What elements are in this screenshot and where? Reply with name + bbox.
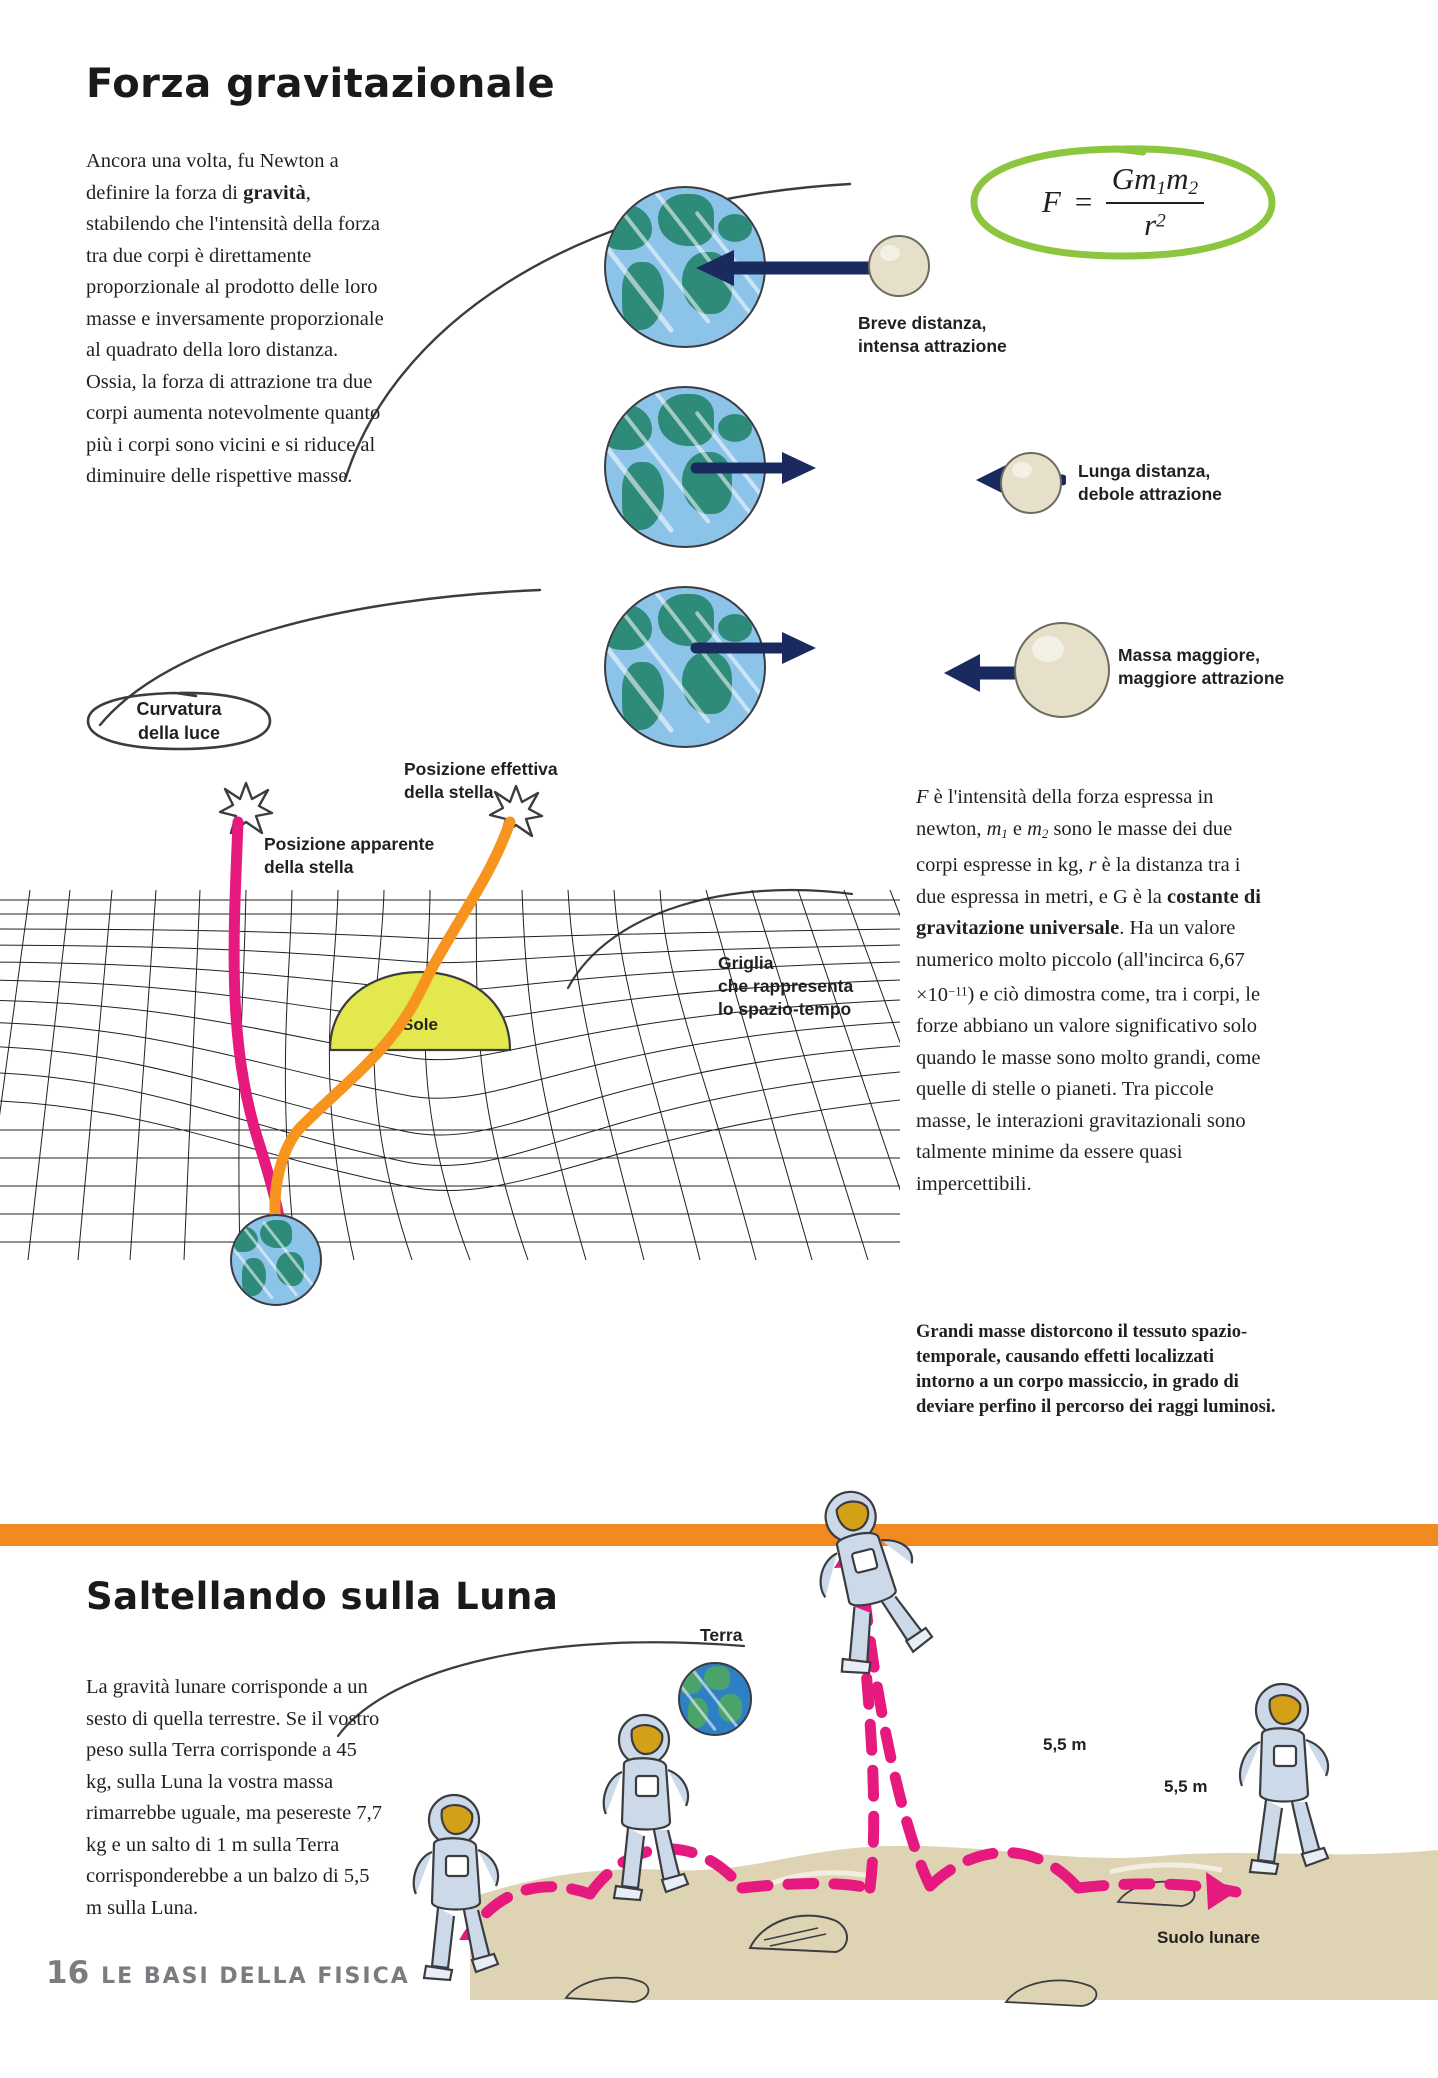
label-greater-mass-line2: maggiore attrazione <box>1118 668 1285 688</box>
actual-light-ray <box>275 822 510 1224</box>
page-number: 16 <box>46 1955 90 1991</box>
book-title: LE BASI DELLA FISICA <box>101 1964 410 1989</box>
moon-body-3 <box>1014 622 1110 718</box>
highlight-paragraph: Grandi masse distorcono il tessuto spazio-temporale, causando effetti localizzati intorno a un corpo massiccio, in grado di deviare perfino il percorso dei raggi luminosi. <box>916 1322 1276 1417</box>
label-greater-mass-line1: Massa maggiore, <box>1118 645 1260 665</box>
lunar-rock-3 <box>560 1968 660 2008</box>
intro-paragraph-part2: , stabilendo che l'intensità della forza tra due corpi è direttamente proporzionale al prodotto delle loro masse e inversamente proporzionale al quadrato della loro distanza. Ossia, la forza di attrazione tra due corpi aumenta notevolmente quanto più i corpi sono vicini e si riduce al diminuire delle rispettive masse. <box>86 181 384 487</box>
intro-bold-word: gravità <box>243 181 306 204</box>
right-column-paragraph: F è l'intensità della forza espressa in newton, $m_1$ e $m_2$ sono le masse dei due corpi espresse in kg, r è la distanza tra i due espressa in metri, e G è la costante di gravitazione universale. Ha un valore numerico molto piccolo (all'incirca $6,67 \times 10^{-11}$) e ciò dimostra come, tra i corpi, le forze abbiano un valore significativo solo quando le masse sono molto grandi, come quelle di stelle o pianeti. Tra piccole masse, le interazioni gravitazionali sono talmente minime da essere quasi impercettibili. <box>916 786 1261 1195</box>
moon-body-2 <box>1000 452 1062 514</box>
formula-equals: = <box>1072 184 1094 219</box>
astronaut-3-midair <box>800 1478 940 1678</box>
formula-denominator: $r^2$ <box>1106 202 1204 243</box>
label-lunar-ground: Suolo lunare <box>1157 1928 1260 1947</box>
label-earth: Terra <box>700 1625 743 1645</box>
label-grid-line2: che rappresenta <box>718 976 854 996</box>
attraction-arrow-1 <box>690 245 890 291</box>
apparent-light-ray <box>234 822 280 1224</box>
label-apparent-star-line1: Posizione apparente <box>264 834 435 854</box>
label-long-distance-line1: Lunga distanza, <box>1078 461 1211 481</box>
light-rays <box>160 810 640 1250</box>
label-greater-mass <box>1118 644 1368 690</box>
attraction-arrow-2a <box>690 448 820 488</box>
right-column-bold: costante di gravitazione universale <box>916 885 1261 940</box>
formula-callout <box>968 143 1278 261</box>
lunar-rock-4 <box>1000 1970 1110 2012</box>
astronaut-1 <box>398 1790 518 1990</box>
label-grid <box>718 952 918 1021</box>
curvatura-text <box>84 690 274 752</box>
label-jump-distance-2: 5,5 m <box>1164 1777 1208 1796</box>
footer <box>46 1955 410 1991</box>
label-grid-line1: Griglia <box>718 953 774 973</box>
sun-label: Sole <box>402 1015 438 1034</box>
moon-section-title: Saltellando sulla Luna <box>86 1575 559 1618</box>
intro-paragraph-part1: Ancora una volta, fu Newton a definire la forza di <box>86 150 339 204</box>
label-long-distance <box>1078 460 1318 506</box>
intro-paragraph <box>86 146 386 493</box>
page-title: Forza gravitazionale <box>86 61 556 107</box>
earth-globe-observer <box>230 1214 322 1306</box>
label-apparent-star-line2: della stella <box>264 857 354 877</box>
astronaut-4 <box>1222 1676 1352 1886</box>
label-short-distance <box>858 312 1098 358</box>
label-jump-distance-1: 5,5 m <box>1043 1735 1087 1754</box>
formula-fraction <box>1106 161 1204 243</box>
astronaut-2 <box>588 1710 708 1910</box>
label-actual-star-line1: Posizione effettiva <box>404 759 558 779</box>
label-short-distance-line1: Breve distanza, <box>858 313 987 333</box>
label-actual-star-line2: della stella <box>404 782 494 802</box>
gravity-formula <box>968 143 1278 261</box>
moon-paragraph: La gravità lunare corrisponde a un sesto di quella terrestre. Se il vostro peso sulla Terra corrisponde a 45 kg, sulla Luna la vostra massa rimarrebbe uguale, ma pesereste 7,7 kg e un salto di 1 m sulla Terra corrisponderebbe a un balzo di 5,5 m sulla Luna. <box>86 1676 382 1919</box>
earth-globe-moon-scene <box>678 1662 752 1736</box>
label-long-distance-line2: debole attrazione <box>1078 484 1222 504</box>
gravitational-constant-value: $6,67 \times 10^{-11}$ <box>916 948 1245 1006</box>
formula-lhs: F <box>1041 184 1061 219</box>
attraction-arrow-3a <box>690 628 820 668</box>
curvatura-line2: della luce <box>137 723 221 743</box>
label-short-distance-line2: intensa attrazione <box>858 336 1007 356</box>
moon-body-1 <box>868 235 930 297</box>
label-grid-line3: lo spazio-tempo <box>718 999 852 1019</box>
curvatura-line1: Curvatura <box>136 699 222 719</box>
light-curvature-callout <box>84 690 274 752</box>
formula-numerator: $Gm_1m_2$ <box>1111 161 1199 199</box>
